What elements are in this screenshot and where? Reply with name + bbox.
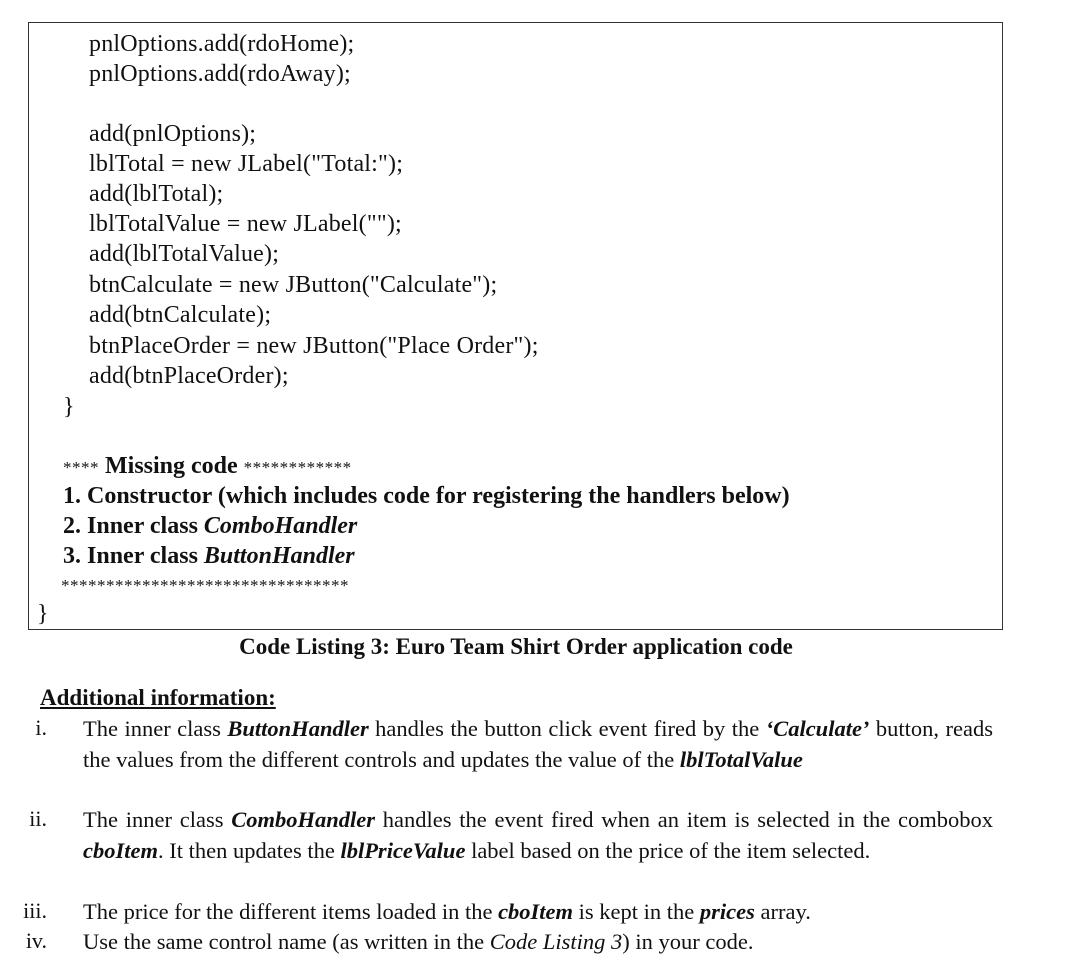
item-text: [83, 896, 993, 927]
text-run: label based on the price of the item selected.: [465, 838, 871, 863]
text-run: handles the button click event fired by the: [368, 716, 766, 741]
inner-close-brace: }: [63, 394, 75, 420]
text-run: is kept in the: [573, 899, 700, 924]
code-line: add(pnlOptions);: [89, 121, 257, 147]
outer-close-brace: }: [37, 601, 49, 627]
text-run: The price for the different items loaded in the: [83, 899, 499, 924]
stars-prefix: ****: [63, 458, 99, 477]
item-text: [83, 926, 993, 957]
code-line: pnlOptions.add(rdoAway);: [89, 61, 351, 87]
code-line: lblTotal = new JLabel("Total:");: [89, 151, 404, 177]
class-name: ButtonHandler: [227, 716, 369, 741]
item-text: [83, 804, 993, 866]
stars-line: ********************************: [61, 576, 349, 595]
text-run: The inner class: [83, 807, 232, 832]
listing-reference: Code Listing 3: [489, 929, 623, 954]
button-name: ‘Calculate’: [765, 716, 870, 741]
item-number: iii.: [23, 898, 47, 923]
text-run: button, reads the values from the different controls and updates the value of the: [83, 716, 993, 772]
missing-item-combohandler: [63, 511, 357, 541]
item-text: [83, 713, 993, 775]
item-number: ii.: [29, 806, 47, 831]
text-run: array.: [754, 899, 811, 924]
missing-item-buttonhandler: [63, 541, 355, 571]
control-name: cboItem: [83, 838, 158, 863]
code-listing-box: [28, 22, 1003, 630]
text-run: . It then updates the: [157, 838, 341, 863]
item-number: iv.: [25, 928, 47, 953]
code-line: add(btnCalculate);: [89, 302, 272, 328]
code-line: add(lblTotalValue);: [89, 241, 280, 267]
text-run: handles the event fired when an item is selected in the combobox: [375, 807, 993, 832]
text-run: The inner class: [83, 716, 228, 741]
control-name: lblPriceValue: [340, 838, 466, 863]
code-line: pnlOptions.add(rdoHome);: [89, 31, 355, 57]
array-name: prices: [699, 899, 755, 924]
text-run: ) in your code.: [622, 929, 754, 954]
missing-code-title: Missing code: [105, 453, 238, 479]
class-name: ButtonHandler: [203, 543, 355, 569]
code-listing-caption: Code Listing 3: Euro Team Shirt Order application code: [239, 634, 793, 659]
stars-suffix: ************: [243, 458, 352, 477]
missing-item-constructor: 1. Constructor (which includes code for registering the handlers below): [63, 483, 790, 509]
class-name: ComboHandler: [231, 807, 376, 832]
text-run: Use the same control name (as written in the: [83, 929, 490, 954]
control-name: cboItem: [498, 899, 574, 924]
code-line: btnCalculate = new JButton("Calculate");: [89, 272, 498, 298]
code-line: add(lblTotal);: [89, 181, 224, 207]
item-number: i.: [35, 715, 47, 740]
missing-item-prefix: 3. Inner class: [63, 543, 204, 569]
missing-item-prefix: 2. Inner class: [63, 513, 204, 539]
additional-info-title: Additional information:: [40, 685, 276, 710]
class-name: ComboHandler: [203, 513, 358, 539]
code-line: add(btnPlaceOrder);: [89, 363, 289, 389]
code-line: btnPlaceOrder = new JButton("Place Order");: [89, 333, 539, 359]
code-line: lblTotalValue = new JLabel("");: [89, 211, 402, 237]
control-name: lblTotalValue: [679, 747, 803, 772]
missing-code-header: [63, 451, 352, 483]
